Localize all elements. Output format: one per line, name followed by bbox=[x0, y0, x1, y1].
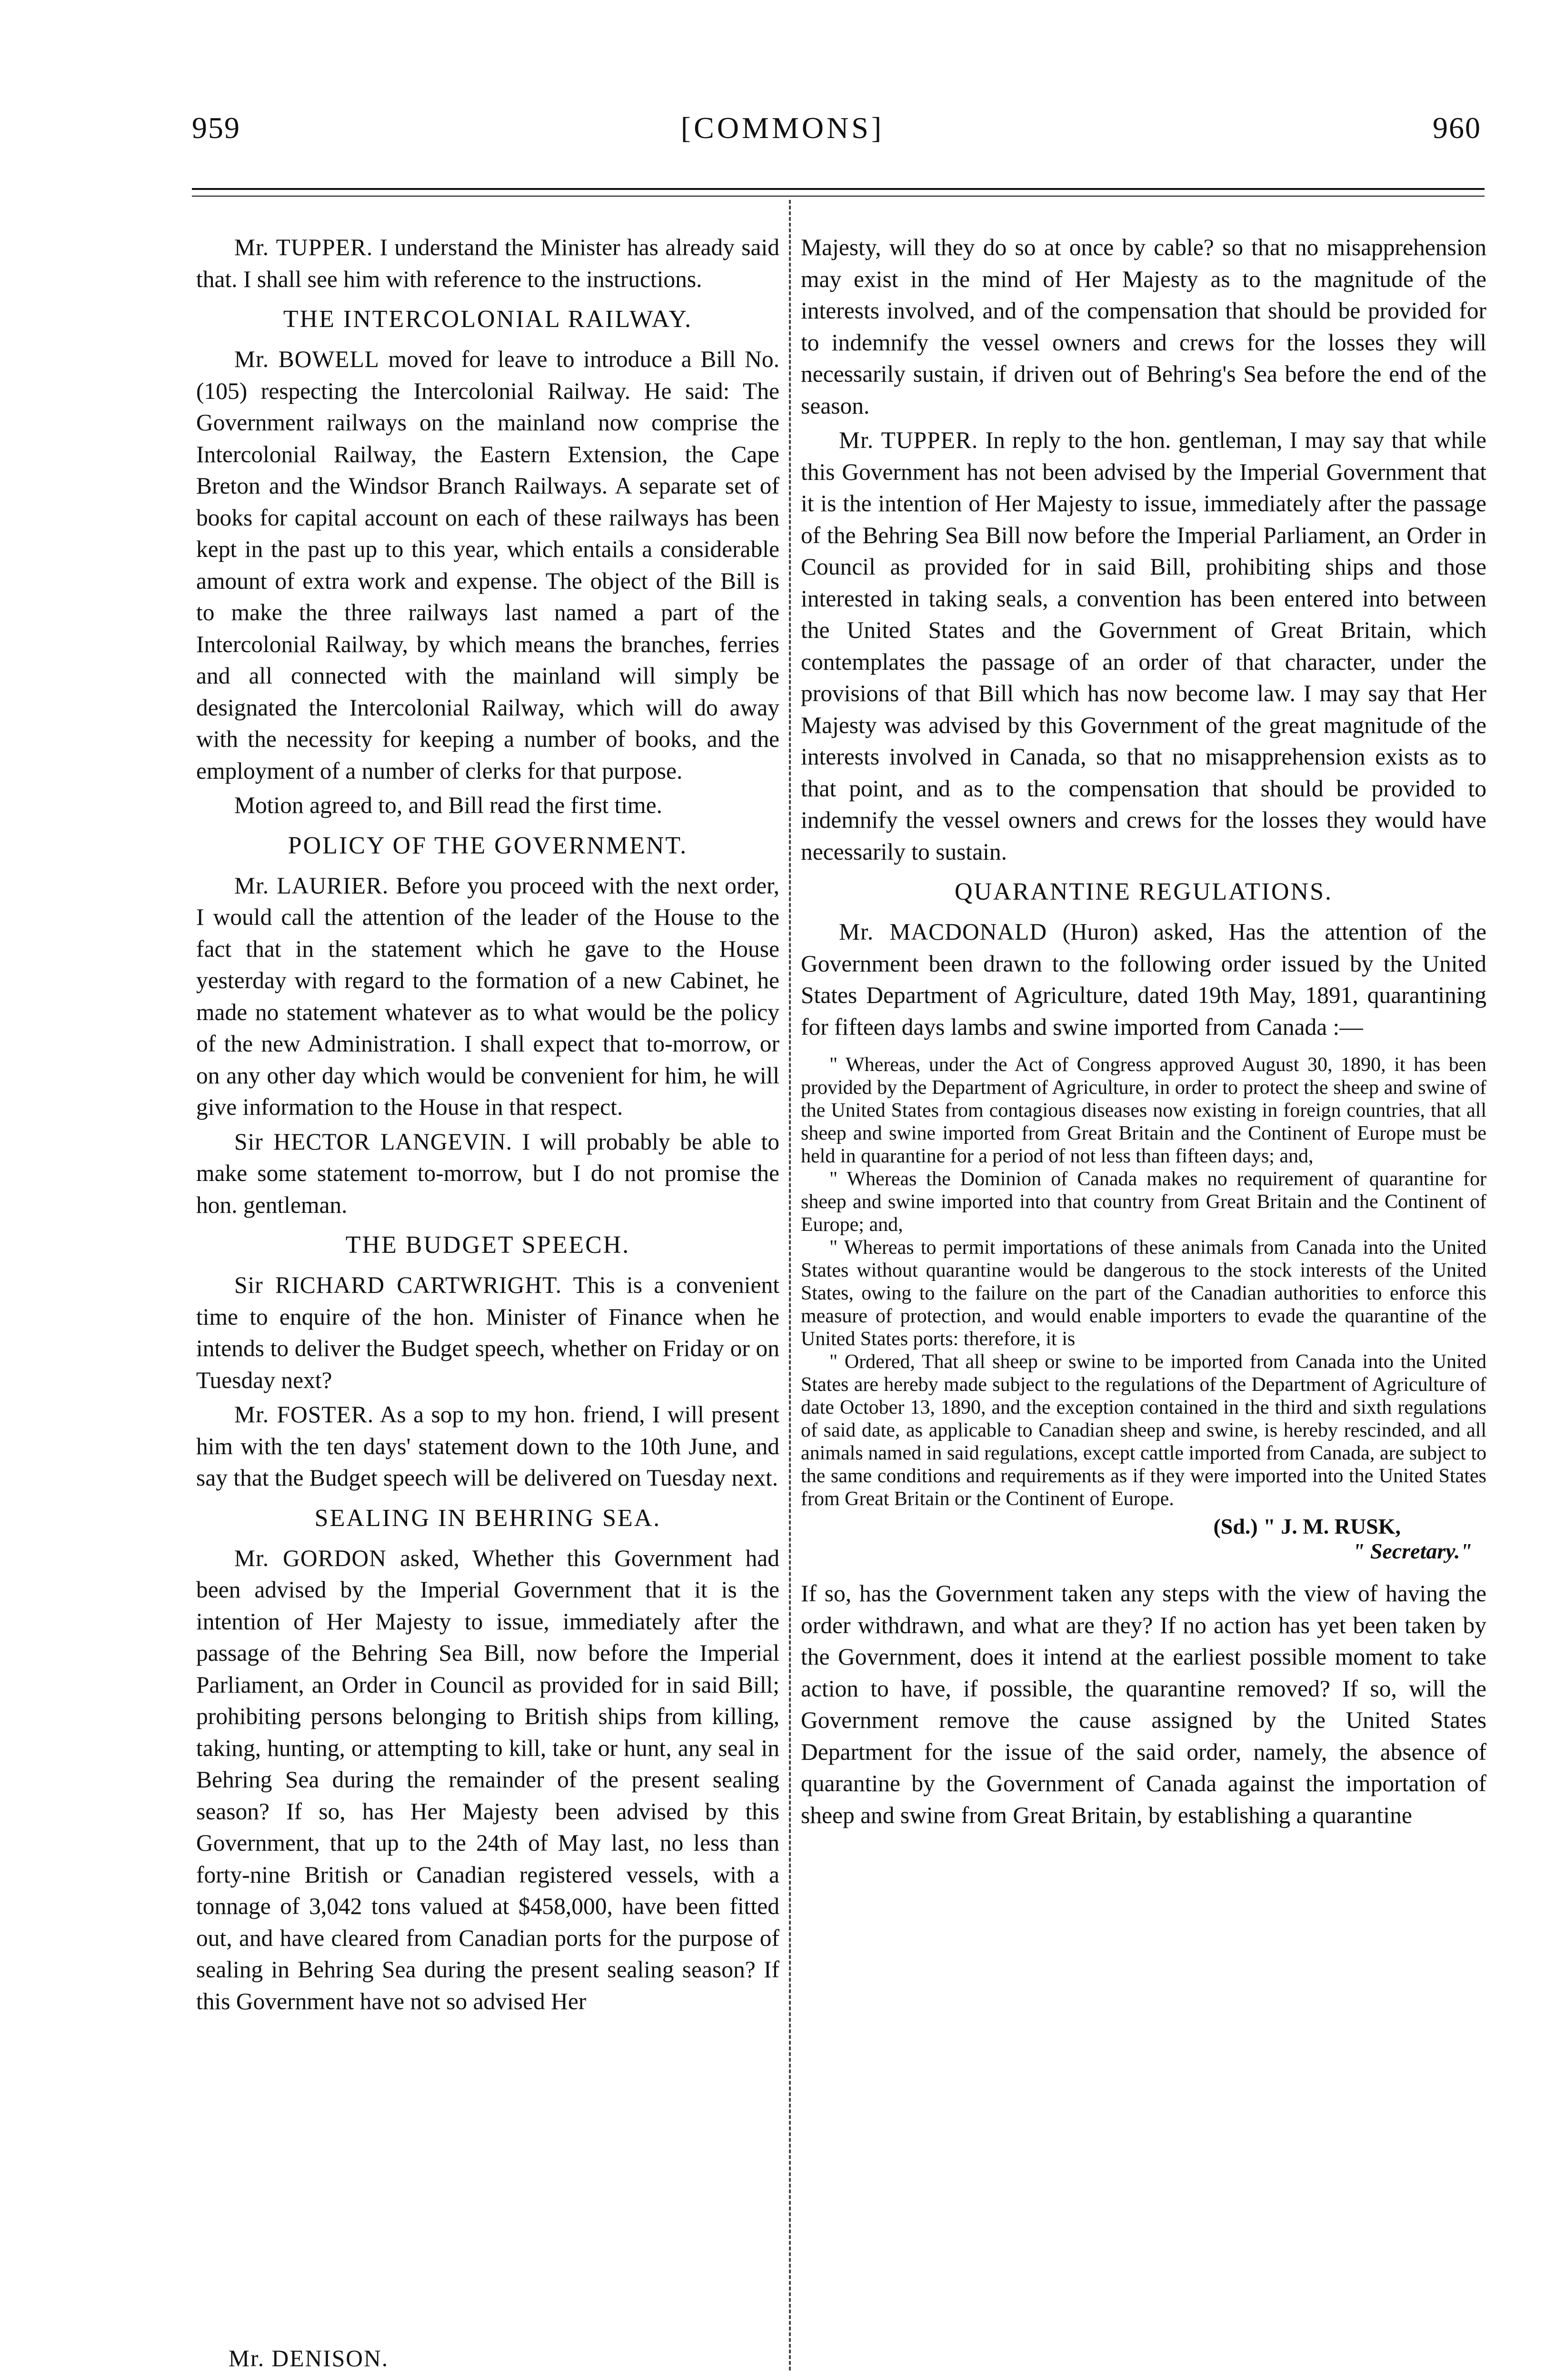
signature-line: (Sd.) " J. M. RUSK, bbox=[1213, 1514, 1401, 1538]
quote-paragraph: " Ordered, That all sheep or swine to be imported from Canada into the United States are hereby made subject to the regulations of the Department of Agriculture of date October 13, 1890, and the exception contained in the third and sixth regulations of said date, as applicable to Canadian sheep and swine, is hereby rescinded, and all animals named in said regulations, except cattle imported from Canada, are subject to the same conditions and requirements as if they were imported into the United States from Great Britain or the Continent of Europe. bbox=[801, 1351, 1486, 1510]
left-column bbox=[196, 232, 779, 2020]
paragraph-text: In reply to the hon. gentleman, I may say that while this Government has not been advised by the Imperial Government that it is the intention of Her Majesty to issue, immediately after the passage of the Behring Sea Bill now before the Imperial Parliament, an Order in Council as provided for in said Bill, prohibiting ships and those interested in taking seals, a convention has been entered into between the United States and the Government of Great Britain, which contemplates the passage of an order of that character, under the provisions of that Bill which has now become law. I may say that Her Majesty was advised by this Government of the great magnitude of the interests involved in Canada, so that no misapprehension exists as to that point, and as to the compensation that should be provided to indemnify the vessel owners and crews for the losses they would have necessarily to sustain. bbox=[801, 427, 1486, 865]
paragraph: Motion agreed to, and Bill read the first time. bbox=[234, 792, 663, 818]
right-column bbox=[801, 232, 1486, 1834]
speaker-name: Mr. TUPPER. bbox=[839, 427, 978, 453]
section-heading: THE BUDGET SPEECH. bbox=[345, 1231, 630, 1259]
quote-paragraph: " Whereas the Dominion of Canada makes no requirement of quarantine for sheep and swine imported into that country from Great Britain and the Continent of Europe; and, bbox=[801, 1168, 1486, 1236]
paragraph bbox=[801, 425, 1486, 868]
speaker-name: Mr. TUPPER. bbox=[234, 234, 373, 260]
paragraph-text: (Huron) asked, Has the attention of the Government been drawn to the following order issued by the United States Department of Agriculture, dated 19th May, 1891, quarantining for fifteen days lambs and swine imported from Canada :— bbox=[801, 919, 1486, 1040]
speaker-name: Mr. MACDONALD bbox=[839, 919, 1047, 945]
quoted-order bbox=[801, 1053, 1486, 1510]
section-heading: POLICY OF THE GOVERNMENT. bbox=[288, 832, 688, 859]
paragraph bbox=[196, 232, 779, 295]
paragraph bbox=[196, 1543, 779, 2018]
speaker-name: Mr. LAURIER. bbox=[234, 872, 389, 899]
paragraph bbox=[196, 1399, 779, 1494]
section-heading: QUARANTINE REGULATIONS. bbox=[954, 878, 1333, 905]
paragraph-text: Before you proceed with the next order, I would call the attention of the leader of the House to the fact that in the statement which he gave to the House yesterday with regard to the formation of a new Cabinet, he made no statement whatever as to what would be the policy of the new Administration. I shall expect that to-morrow, or on any other day which would be convenient for him, he will give information to the House in that respect. bbox=[196, 872, 780, 1120]
page-number-left: 959 bbox=[192, 111, 240, 145]
speaker-name: Sir RICHARD CARTWRIGHT. bbox=[234, 1272, 562, 1298]
paragraph bbox=[196, 344, 779, 787]
quote-paragraph: " Whereas, under the Act of Congress approved August 30, 1890, it has been provided by the Department of Agriculture, in order to protect the sheep and swine of the United States from contagious diseases now existing in foreign countries, that all sheep and swine imported from Great Britain and the Continent of Europe must be held in quarantine for a period of not less than fifteen days; and, bbox=[801, 1054, 1486, 1167]
running-header: [COMMONS] bbox=[680, 111, 885, 145]
signature-block bbox=[801, 1514, 1486, 1564]
paragraph-text: This is a convenient time to enquire of the hon. Minister of Finance when he intends to deliver the Budget speech, whether on Friday or on Tuesday next? bbox=[196, 1272, 780, 1393]
speaker-name: Sir HECTOR LANGEVIN. bbox=[234, 1128, 513, 1155]
speaker-name: Mr. BOWELL bbox=[234, 346, 379, 372]
header-rule bbox=[192, 188, 1485, 190]
paragraph bbox=[196, 1269, 779, 1396]
paragraph-text: I will probably be able to make some statement to-morrow, but I do not promise the hon. gentleman. bbox=[196, 1128, 779, 1218]
speaker-name: Mr. GORDON bbox=[234, 1545, 387, 1571]
paragraph: If so, has the Government taken any steps with the view of having the order withdrawn, and what are they? If no action has yet been taken by the Government, does it intend at the earliest possible moment to take action to have, if possible, the quarantine removed? If so, will the Government remove the cause assigned by the United States Department for the issue of the said order, namely, the absence of quarantine by the Government of Canada against the importation of sheep and swine from Great Britain, by establishing a quarantine bbox=[801, 1580, 1486, 1828]
paragraph-text: moved for leave to introduce a Bill No. (105) respecting the Intercolonial Railway. He said: The Government railways on the mainland now comprise the Intercolonial Railway, the Eastern Extension, the Cape Breton and the Windsor Branch Railways. A separate set of books for capital account on each of these railways has been kept in the past up to this year, which entails a considerable amount of extra work and expense. The object of the Bill is to make the three railways last named a part of the Intercolonial Railway, by which means the branches, ferries and all connected with the mainland will simply be designated the Intercolonial Railway, which will do away with the necessity for keeping a number of books, and the employment of a number of clerks for that purpose. bbox=[196, 346, 780, 784]
paragraph-text: asked, Whether this Government had been advised by the Imperial Government that it is the intention of Her Majesty to issue, immediately after the passage of the Behring Sea Bill, now before the Imperial Parliament, an Order in Council as provided for in said Bill; prohibiting persons belonging to British ships from killing, taking, hunting, or attempting to kill, take or hunt, any seal in Behring Sea during the remainder of the present sealing season? If so, has Her Majesty been advised by this Government, that up to the 24th of May last, no less than forty-nine British or Canadian registered vessels, with a tonnage of 3,042 tons valued at $458,000, have been fitted out, and have cleared from Canadian ports for the purpose of sealing in Behring Sea during the present sealing season? If this Government have not so advised Her bbox=[196, 1545, 779, 2014]
speaker-name: Mr. FOSTER. bbox=[234, 1401, 374, 1428]
page-number-right: 960 bbox=[1433, 111, 1481, 145]
quote-paragraph: " Whereas to permit importations of these animals from Canada into the United States without quarantine would be dangerous to the stock interests of the United States, owing to the failure on the part of the Canadian authorities to enforce this measure of protection, and would enable importers to evade the quarantine of the United States ports: therefore, it is bbox=[801, 1237, 1486, 1350]
section-heading: SEALING IN BEHRING SEA. bbox=[314, 1504, 661, 1532]
paragraph-text: As a sop to my hon. friend, I will present him with the ten days' statement down to the 10th June, and say that the Budget speech will be delivered on Tuesday next. bbox=[196, 1401, 779, 1491]
footer-speaker-name: Mr. DENISON. bbox=[229, 2345, 389, 2371]
paragraph-text: I understand the Minister has already said that. I shall see him with reference to the instructions. bbox=[196, 234, 780, 292]
paragraph: Majesty, will they do so at once by cable? so that no misapprehension may exist in the mind of Her Majesty as to the magnitude of the interests involved, and of the compensation that should be provided for to indemnify the vessel owners and crews for the losses they will necessarily sustain, if driven out of Behring's Sea before the end of the season. bbox=[801, 234, 1486, 419]
header-rule-thin bbox=[192, 196, 1485, 197]
paragraph bbox=[196, 870, 779, 1123]
paragraph bbox=[801, 916, 1486, 1043]
section-heading: THE INTERCOLONIAL RAILWAY. bbox=[283, 306, 693, 333]
paragraph bbox=[196, 1126, 779, 1221]
signature-title: " Secretary." bbox=[1352, 1539, 1472, 1563]
column-divider bbox=[789, 200, 791, 2370]
